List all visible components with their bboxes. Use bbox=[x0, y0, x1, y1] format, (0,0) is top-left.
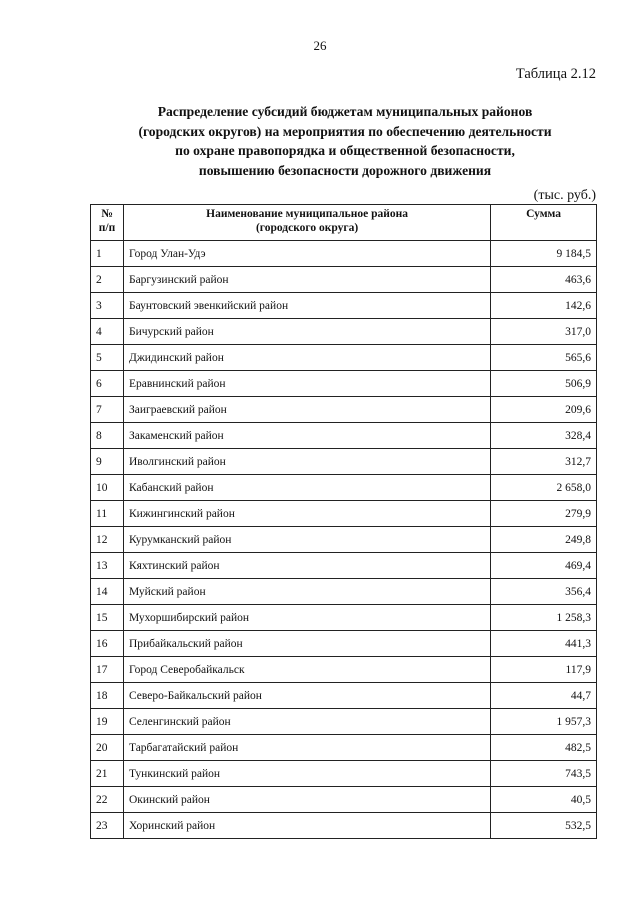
row-amount: 565,6 bbox=[491, 345, 597, 371]
row-number: 6 bbox=[91, 371, 124, 397]
table-header bbox=[91, 205, 597, 241]
row-number: 5 bbox=[91, 345, 124, 371]
table-row bbox=[91, 657, 597, 683]
row-district-name: Бичурский район bbox=[123, 319, 490, 345]
row-amount: 743,5 bbox=[491, 761, 597, 787]
row-district-name: Заиграевский район bbox=[123, 397, 490, 423]
row-district-name: Еравнинский район bbox=[123, 371, 490, 397]
row-number: 23 bbox=[91, 813, 124, 839]
row-district-name: Окинский район bbox=[123, 787, 490, 813]
row-amount: 142,6 bbox=[491, 293, 597, 319]
table-title bbox=[90, 102, 600, 180]
row-number: 20 bbox=[91, 735, 124, 761]
row-amount: 328,4 bbox=[491, 423, 597, 449]
table-body bbox=[91, 241, 597, 839]
row-district-name: Город Северобайкальск bbox=[123, 657, 490, 683]
title-line: Распределение субсидий бюджетам муниципальных районов bbox=[157, 104, 533, 119]
row-number: 3 bbox=[91, 293, 124, 319]
row-number: 16 bbox=[91, 631, 124, 657]
row-district-name: Прибайкальский район bbox=[123, 631, 490, 657]
table-row bbox=[91, 397, 597, 423]
table-row bbox=[91, 761, 597, 787]
table-row bbox=[91, 293, 597, 319]
row-number: 15 bbox=[91, 605, 124, 631]
row-amount: 2 658,0 bbox=[491, 475, 597, 501]
table-row bbox=[91, 683, 597, 709]
row-number: 2 bbox=[91, 267, 124, 293]
row-amount: 463,6 bbox=[491, 267, 597, 293]
row-district-name: Кижингинский район bbox=[123, 501, 490, 527]
row-district-name: Иволгинский район bbox=[123, 449, 490, 475]
table-row bbox=[91, 501, 597, 527]
table-row bbox=[91, 267, 597, 293]
row-amount: 117,9 bbox=[491, 657, 597, 683]
row-amount: 441,3 bbox=[491, 631, 597, 657]
row-district-name: Тарбагатайский район bbox=[123, 735, 490, 761]
row-amount: 279,9 bbox=[491, 501, 597, 527]
row-number: 7 bbox=[91, 397, 124, 423]
header-num-line2: п/п bbox=[98, 222, 116, 234]
row-number: 14 bbox=[91, 579, 124, 605]
row-number: 22 bbox=[91, 787, 124, 813]
row-district-name: Мухоршибирский район bbox=[123, 605, 490, 631]
row-district-name: Хоринский район bbox=[123, 813, 490, 839]
header-name-line1: Наименование муниципальное района bbox=[206, 208, 409, 220]
row-number: 18 bbox=[91, 683, 124, 709]
row-amount: 44,7 bbox=[491, 683, 597, 709]
row-amount: 9 184,5 bbox=[491, 241, 597, 267]
row-number: 10 bbox=[91, 475, 124, 501]
title-line: повышению безопасности дорожного движения bbox=[198, 162, 492, 178]
row-number: 21 bbox=[91, 761, 124, 787]
title-line: (городских округов) на мероприятия по обеспечению деятельности bbox=[138, 123, 552, 139]
row-district-name: Закаменский район bbox=[123, 423, 490, 449]
table-row bbox=[91, 527, 597, 553]
row-district-name: Курумканский район bbox=[123, 527, 490, 553]
title-line: по охране правопорядка и общественной безопасности, bbox=[175, 143, 515, 158]
row-district-name: Город Улан-Удэ bbox=[123, 241, 490, 267]
page-number: 26 bbox=[313, 38, 327, 53]
row-number: 4 bbox=[91, 319, 124, 345]
row-district-name: Тункинский район bbox=[123, 761, 490, 787]
row-amount: 312,7 bbox=[491, 449, 597, 475]
subsidy-table bbox=[90, 204, 597, 839]
row-number: 19 bbox=[91, 709, 124, 735]
table-row bbox=[91, 709, 597, 735]
table-label: Таблица 2.12 bbox=[515, 66, 596, 82]
row-number: 1 bbox=[91, 241, 124, 267]
table-row bbox=[91, 735, 597, 761]
row-district-name: Северо-Байкальский район bbox=[123, 683, 490, 709]
table-row bbox=[91, 371, 597, 397]
row-amount: 209,6 bbox=[491, 397, 597, 423]
table-row bbox=[91, 241, 597, 267]
table-row bbox=[91, 423, 597, 449]
row-amount: 356,4 bbox=[491, 579, 597, 605]
row-district-name: Селенгинский район bbox=[123, 709, 490, 735]
row-amount: 506,9 bbox=[491, 371, 597, 397]
header-name bbox=[123, 205, 490, 241]
row-number: 12 bbox=[91, 527, 124, 553]
row-amount: 469,4 bbox=[491, 553, 597, 579]
table-row bbox=[91, 449, 597, 475]
table-row bbox=[91, 605, 597, 631]
table-row bbox=[91, 553, 597, 579]
row-amount: 1 957,3 bbox=[491, 709, 597, 735]
header-num bbox=[91, 205, 124, 241]
row-amount: 317,0 bbox=[491, 319, 597, 345]
row-district-name: Муйский район bbox=[123, 579, 490, 605]
row-number: 11 bbox=[91, 501, 124, 527]
row-amount: 249,8 bbox=[491, 527, 597, 553]
row-amount: 482,5 bbox=[491, 735, 597, 761]
row-district-name: Баргузинский район bbox=[123, 267, 490, 293]
row-number: 13 bbox=[91, 553, 124, 579]
row-district-name: Кабанский район bbox=[123, 475, 490, 501]
table-row bbox=[91, 579, 597, 605]
table-row bbox=[91, 319, 597, 345]
table-row bbox=[91, 475, 597, 501]
row-amount: 1 258,3 bbox=[491, 605, 597, 631]
table-row bbox=[91, 631, 597, 657]
row-number: 8 bbox=[91, 423, 124, 449]
row-district-name: Джидинский район bbox=[123, 345, 490, 371]
header-num-line1: № bbox=[101, 208, 113, 220]
table-row bbox=[91, 813, 597, 839]
table-row bbox=[91, 345, 597, 371]
row-district-name: Кяхтинский район bbox=[123, 553, 490, 579]
units-label: (тыс. руб.) bbox=[533, 188, 596, 203]
header-name-line2: (городского округа) bbox=[255, 222, 359, 234]
row-amount: 532,5 bbox=[491, 813, 597, 839]
row-number: 9 bbox=[91, 449, 124, 475]
header-sum bbox=[491, 205, 597, 241]
row-district-name: Баунтовский эвенкийский район bbox=[123, 293, 490, 319]
table-row bbox=[91, 787, 597, 813]
row-amount: 40,5 bbox=[491, 787, 597, 813]
row-number: 17 bbox=[91, 657, 124, 683]
header-row bbox=[91, 205, 597, 241]
header-sum-label: Сумма bbox=[526, 208, 562, 220]
